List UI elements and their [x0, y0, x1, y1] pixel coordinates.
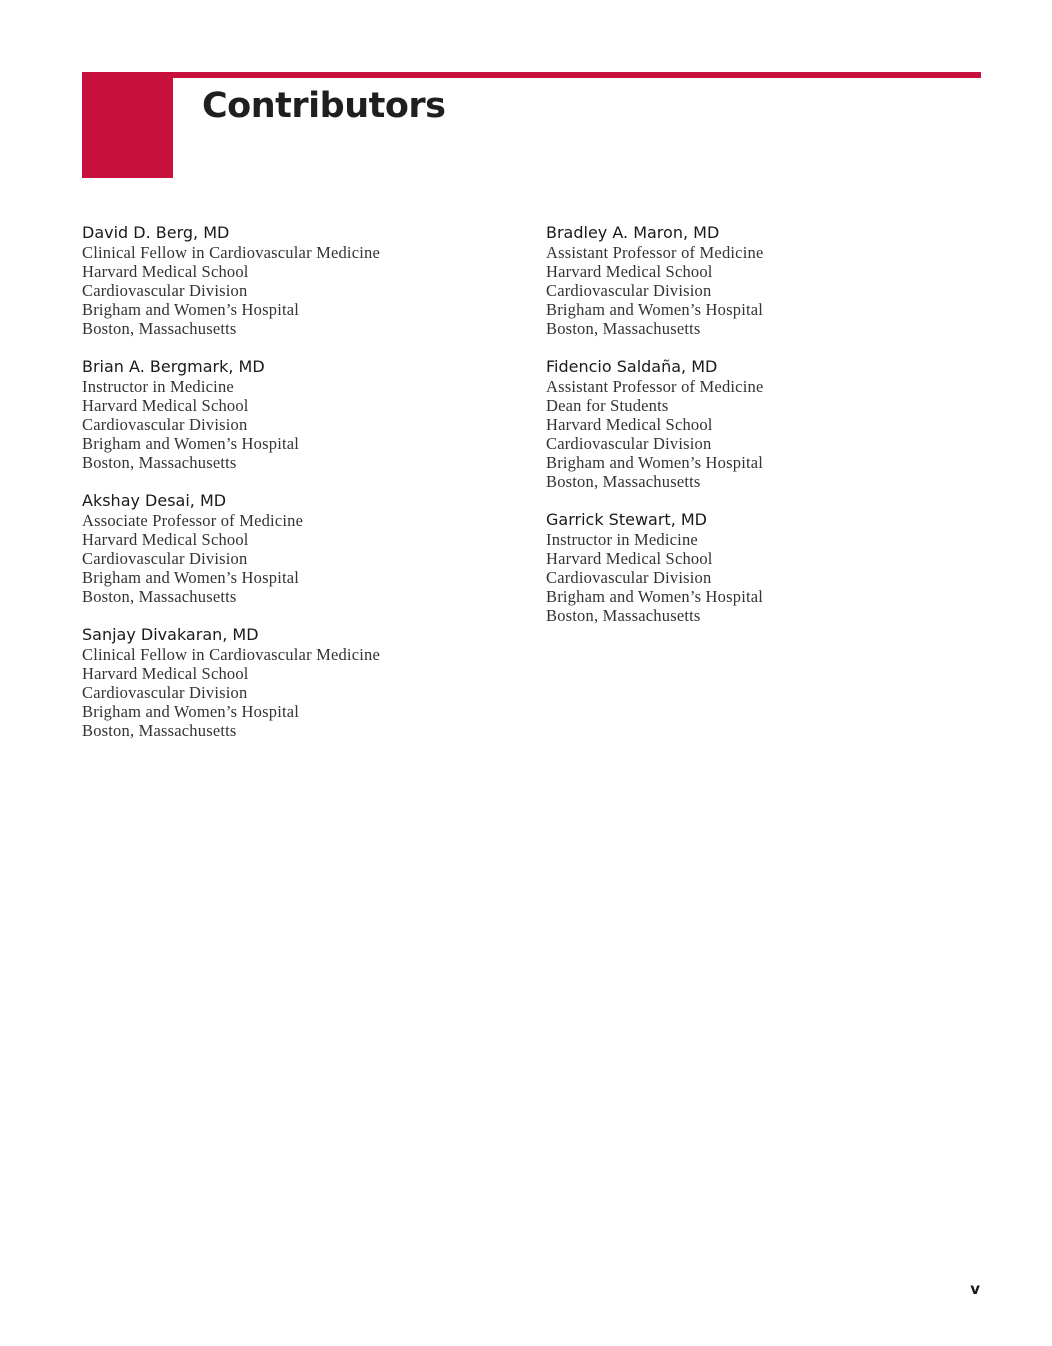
- contributor-affiliation-line: Assistant Professor of Medicine: [546, 377, 764, 396]
- contributor-affiliation-line: Associate Professor of Medicine: [82, 511, 304, 530]
- contributor-affiliation-line: Harvard Medical School: [82, 530, 249, 549]
- contributor-affiliation-line: Boston, Massachusetts: [82, 319, 237, 338]
- contributor-affiliation-line: Cardiovascular Division: [546, 568, 712, 587]
- page-number: v: [970, 1280, 980, 1298]
- contributor-name: Akshay Desai, MD: [82, 491, 227, 510]
- contributor-entry: [82, 222, 502, 338]
- contributor-affiliation-line: Harvard Medical School: [82, 664, 249, 683]
- header-rule: [82, 72, 981, 78]
- contributor-affiliation-line: Brigham and Women’s Hospital: [546, 587, 764, 606]
- contributor-affiliation-line: Harvard Medical School: [546, 549, 713, 568]
- contributor-affiliation-line: Cardiovascular Division: [82, 415, 248, 434]
- contributor-name: Fidencio Saldaña, MD: [546, 357, 718, 376]
- contributor-affiliation-line: Clinical Fellow in Cardiovascular Medicine: [82, 645, 380, 664]
- contributor-affiliation-line: Brigham and Women’s Hospital: [546, 453, 764, 472]
- contributor-entry: [546, 222, 966, 338]
- contributor-affiliation-line: Cardiovascular Division: [82, 281, 248, 300]
- contributor-affiliation-line: Boston, Massachusetts: [82, 453, 237, 472]
- page-title: Contributors: [202, 86, 446, 126]
- contributor-affiliation-line: Instructor in Medicine: [82, 377, 234, 396]
- contributor-affiliation-line: Instructor in Medicine: [546, 530, 698, 549]
- contributors-left-column: [82, 222, 502, 758]
- contributor-name: Sanjay Divakaran, MD: [82, 625, 259, 644]
- contributor-affiliation-line: Assistant Professor of Medicine: [546, 243, 764, 262]
- contributor-entry: [546, 509, 966, 625]
- contributor-affiliation-line: Boston, Massachusetts: [546, 319, 701, 338]
- contributor-affiliation-line: Harvard Medical School: [546, 415, 713, 434]
- contributor-affiliation-line: Harvard Medical School: [82, 396, 249, 415]
- contributor-name: David D. Berg, MD: [82, 223, 230, 242]
- contributors-right-column: [546, 222, 966, 643]
- contributor-affiliation-line: Cardiovascular Division: [82, 683, 248, 702]
- contributor-affiliation-line: Brigham and Women’s Hospital: [82, 568, 300, 587]
- contributor-affiliation-line: Boston, Massachusetts: [82, 587, 237, 606]
- contributor-entry: [546, 356, 966, 491]
- contributor-affiliation-line: Cardiovascular Division: [546, 434, 712, 453]
- contributor-entry: [82, 490, 502, 606]
- contributor-affiliation-line: Brigham and Women’s Hospital: [546, 300, 764, 319]
- contributor-affiliation-line: Clinical Fellow in Cardiovascular Medicine: [82, 243, 380, 262]
- contributor-affiliation-line: Brigham and Women’s Hospital: [82, 300, 300, 319]
- contributor-name: Bradley A. Maron, MD: [546, 223, 720, 242]
- contributor-affiliation-line: Cardiovascular Division: [546, 281, 712, 300]
- contributor-affiliation-line: Cardiovascular Division: [82, 549, 248, 568]
- contributor-affiliation-line: Boston, Massachusetts: [82, 721, 237, 740]
- contributor-affiliation-line: Harvard Medical School: [82, 262, 249, 281]
- contributor-affiliation-line: Brigham and Women’s Hospital: [82, 434, 300, 453]
- contributor-affiliation-line: Boston, Massachusetts: [546, 472, 701, 491]
- contributor-affiliation-line: Dean for Students: [546, 396, 669, 415]
- contributor-name: Garrick Stewart, MD: [546, 510, 707, 529]
- contributor-affiliation-line: Boston, Massachusetts: [546, 606, 701, 625]
- contributor-affiliation-line: Brigham and Women’s Hospital: [82, 702, 300, 721]
- contributor-entry: [82, 624, 502, 740]
- header-accent-block: [82, 72, 173, 178]
- contributor-entry: [82, 356, 502, 472]
- contributor-name: Brian A. Bergmark, MD: [82, 357, 265, 376]
- contributor-affiliation-line: Harvard Medical School: [546, 262, 713, 281]
